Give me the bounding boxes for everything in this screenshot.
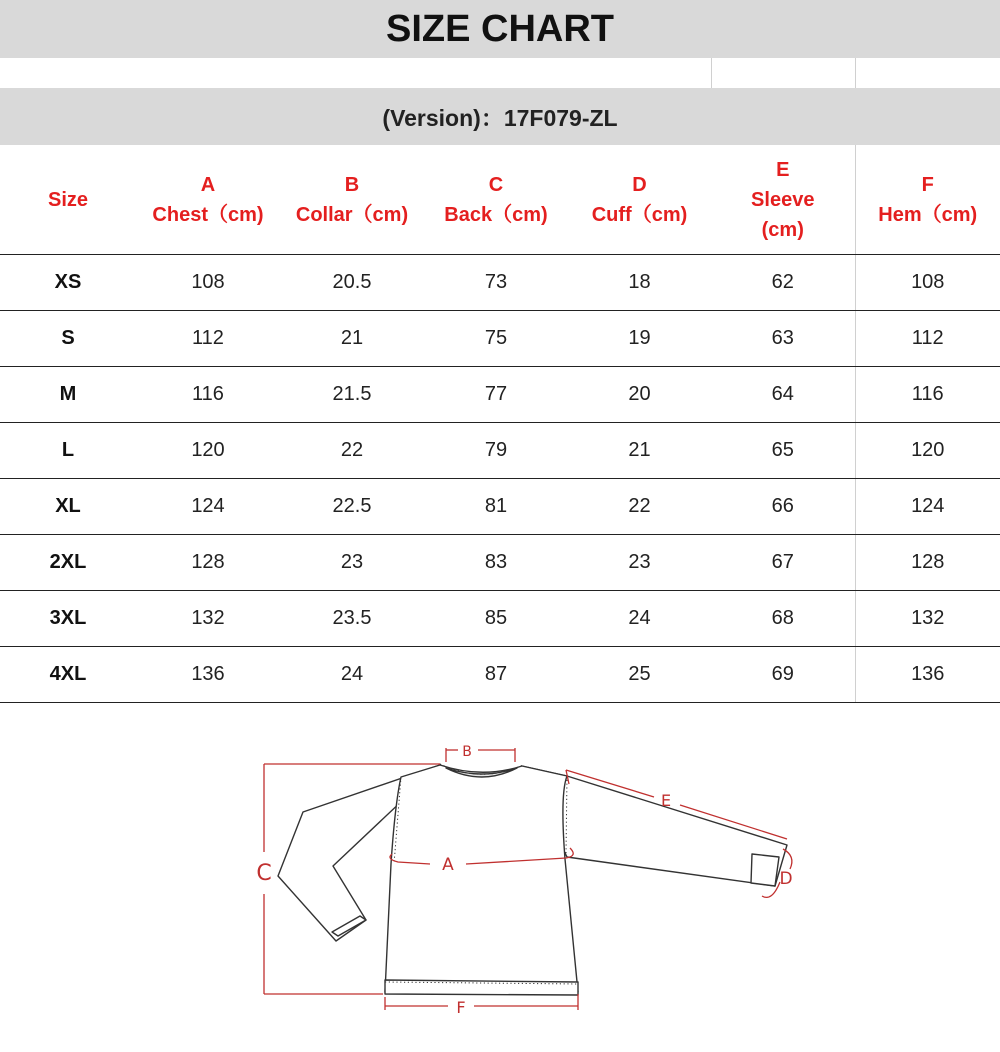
measurement-cell: 64: [711, 367, 855, 423]
measurement-cell: 63: [711, 311, 855, 367]
sweater-body: [385, 765, 578, 992]
measurement-cell: 66: [711, 479, 855, 535]
measurement-cell: 21: [280, 311, 424, 367]
version-banner: [0, 88, 1000, 145]
measurement-cell: 22.5: [280, 479, 424, 535]
measurement-cell: 132: [855, 591, 1000, 647]
title-banner: [0, 0, 1000, 58]
size-cell: L: [0, 423, 136, 479]
measurement-cell: 19: [568, 311, 711, 367]
version-label: (Version)：17F079-ZL: [382, 100, 617, 133]
measurement-cell: 24: [280, 647, 424, 703]
measurement-cell: 77: [424, 367, 568, 423]
header-line: Cuff（cm): [568, 200, 711, 230]
measurement-cell: 116: [855, 367, 1000, 423]
measurement-cell: 73: [424, 255, 568, 311]
measurement-cell: 128: [136, 535, 280, 591]
measurement-cell: 65: [711, 423, 855, 479]
header-cell: [711, 145, 855, 255]
sweater-illustration: [0, 704, 1000, 1048]
measurement-cell: 85: [424, 591, 568, 647]
label-c: C: [256, 861, 271, 886]
column-divider: [711, 58, 712, 88]
measurement-cell: 23: [280, 535, 424, 591]
header-line: D: [568, 170, 711, 200]
measurement-cell: 112: [136, 311, 280, 367]
measurement-cell: 69: [711, 647, 855, 703]
measurement-cell: 23: [568, 535, 711, 591]
table-row: [0, 423, 1000, 479]
measurement-cell: 20.5: [280, 255, 424, 311]
measurement-cell: 108: [136, 255, 280, 311]
table-row: [0, 647, 1000, 703]
measurement-cell: 25: [568, 647, 711, 703]
size-cell: 3XL: [0, 591, 136, 647]
measurement-cell: 22: [280, 423, 424, 479]
header-cell: [280, 145, 424, 255]
size-cell: 2XL: [0, 535, 136, 591]
table-header: [0, 145, 1000, 255]
header-line: E: [711, 155, 855, 185]
table-row: [0, 255, 1000, 311]
measurement-cell: 124: [136, 479, 280, 535]
measurement-cell: 21.5: [280, 367, 424, 423]
label-f: F: [456, 998, 465, 1017]
header-cell: [136, 145, 280, 255]
header-line: (cm): [711, 215, 855, 245]
measurement-cell: 22: [568, 479, 711, 535]
size-cell: XS: [0, 255, 136, 311]
table-row: [0, 591, 1000, 647]
measurement-cell: 136: [855, 647, 1000, 703]
hem-band: [385, 980, 578, 995]
measurement-cell: 68: [711, 591, 855, 647]
label-a: A: [442, 855, 454, 875]
measurement-cell: 62: [711, 255, 855, 311]
header-line: C: [424, 170, 568, 200]
header-cell: [855, 145, 1000, 255]
measurement-cell: 79: [424, 423, 568, 479]
size-cell: XL: [0, 479, 136, 535]
measurement-cell: 112: [855, 311, 1000, 367]
measurement-cell: 132: [136, 591, 280, 647]
header-cell: [424, 145, 568, 255]
measurement-cell: 18: [568, 255, 711, 311]
measurement-cell: 116: [136, 367, 280, 423]
spacer-row: [0, 58, 1000, 88]
header-cell: [0, 145, 136, 255]
header-line: Back（cm): [424, 200, 568, 230]
header-cell: [568, 145, 711, 255]
header-line: B: [280, 170, 424, 200]
measurement-cell: 75: [424, 311, 568, 367]
measurement-cell: 67: [711, 535, 855, 591]
column-divider: [855, 58, 856, 88]
label-d: D: [779, 869, 792, 889]
measurement-cell: 136: [136, 647, 280, 703]
right-cuff: [751, 854, 779, 886]
measurement-cell: 120: [855, 423, 1000, 479]
size-cell: S: [0, 311, 136, 367]
table-row: [0, 367, 1000, 423]
size-cell: M: [0, 367, 136, 423]
measurement-cell: 20: [568, 367, 711, 423]
table-header-row: [0, 145, 1000, 255]
header-line: Collar（cm): [280, 200, 424, 230]
size-cell: 4XL: [0, 647, 136, 703]
measurement-cell: 108: [855, 255, 1000, 311]
measurement-cell: 128: [855, 535, 1000, 591]
size-table: [0, 145, 1000, 703]
label-e: E: [661, 791, 671, 810]
measurement-cell: 87: [424, 647, 568, 703]
measurement-cell: 81: [424, 479, 568, 535]
table-row: [0, 535, 1000, 591]
measurement-cell: 120: [136, 423, 280, 479]
header-line: Size: [0, 185, 136, 215]
measurement-cell: 83: [424, 535, 568, 591]
header-line: Hem（cm): [856, 200, 1000, 230]
measurement-cell: 24: [568, 591, 711, 647]
header-line: Chest（cm): [136, 200, 280, 230]
header-line: Sleeve: [711, 185, 855, 215]
table-body: [0, 255, 1000, 703]
label-b: B: [462, 744, 472, 760]
measurement-cell: 21: [568, 423, 711, 479]
measurement-cell: 124: [855, 479, 1000, 535]
header-line: F: [856, 170, 1000, 200]
sweater-diagram: [0, 704, 1000, 1048]
page-title: SIZE CHART: [386, 8, 614, 51]
header-line: A: [136, 170, 280, 200]
table-row: [0, 311, 1000, 367]
table-row: [0, 479, 1000, 535]
measurement-cell: 23.5: [280, 591, 424, 647]
